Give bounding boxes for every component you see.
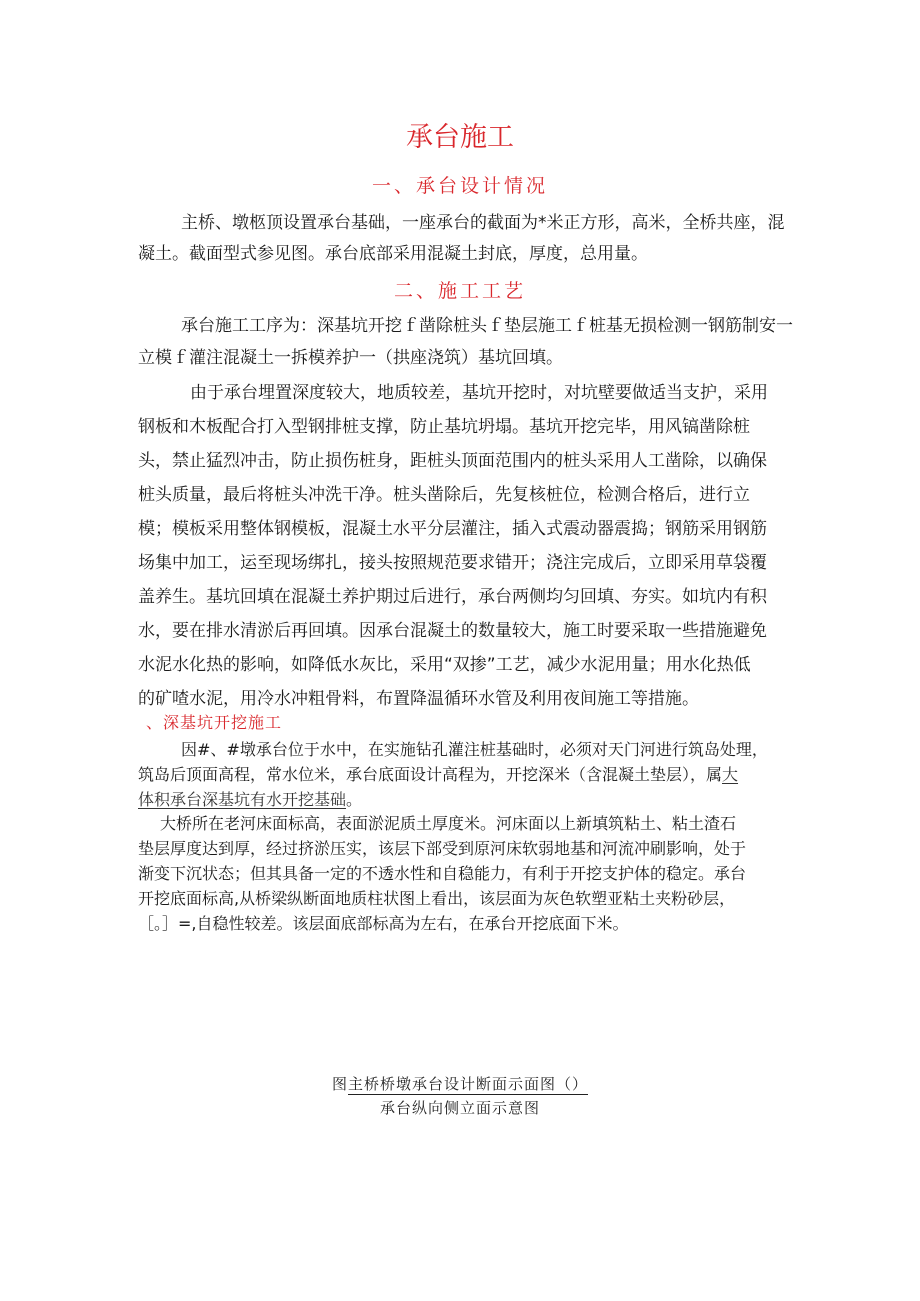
paragraph-line: 桩头质量，最后将桩头冲洗干净。桩头凿除后，先复核桩位，检测合格后，进行立 — [138, 485, 750, 505]
paragraph-line: 大桥所在老河床面标高，表面淤泥质土厚度米。河床面以上新填筑粘土、粘土渣石 — [160, 814, 737, 833]
paragraph-line: 水泥水化热的影响，如降低水灰比，采用“双掺”工艺，减少水泥用量；用水化热低 — [138, 655, 751, 675]
paragraph-line: 主桥、墩柩顶设置承台基础，一座承台的截面为*米正方形，高米，全桥共座，混 — [181, 213, 785, 233]
paragraph-line: 由于承台埋置深度较大，地质较差，基坑开挖时，对坑壁要做适当支护，采用 — [190, 383, 768, 403]
section-heading-1: 一、承台设计情况 — [371, 175, 548, 197]
line-text: 筑岛后顶面高程，常水位米，承台底面设计高程为，开挖深米（含混凝土垫层），属 — [138, 765, 723, 784]
caption-text: 主桥桥墩承台设计断面示面图（） — [348, 1075, 589, 1093]
caption-prefix: 图 — [331, 1075, 348, 1093]
page-title: 承台施工 — [406, 122, 514, 153]
line-text: 。 — [346, 790, 363, 809]
paragraph-line: 立模ｆ灌注混凝土一拆模养护一（拱座浇筑）基坑回填。 — [138, 348, 563, 368]
paragraph-line: 水，要在排水清淤后再回填。因承台混凝土的数量较大，施工时要采取一些措施避免 — [138, 621, 767, 641]
section-heading-2: 二、施工工艺 — [393, 280, 526, 302]
paragraph-line: 头，禁止猛烈冲击，防止损伤桩身，距桩头顶面范围内的桩头采用人工凿除，以确保 — [138, 451, 767, 471]
paragraph-line: 模；模板采用整体钢模板，混凝土水平分层灌注，插入式震动器震捣；钢筋采用钢筋 — [138, 519, 767, 539]
paragraph-line: 场集中加工，运至现场绑扎，接头按照规范要求错开；浇注完成后，立即采用草袋覆 — [138, 553, 767, 573]
paragraph-line — [138, 762, 738, 788]
paragraph-line: 垫层厚度达到厚，经过挤淤压实，该层下部受到原河床软弱地基和河流冲刷影响，处于 — [138, 839, 747, 858]
subsection-heading: 、深基坑开挖施工 — [146, 713, 283, 732]
paragraph-line: 渐变下沉状态；但其具备一定的不透水性和自稳能力，有利于开挖支护体的稳定。承台 — [138, 864, 747, 883]
paragraph-line: 因#、#墩承台位于水中，在实施钻孔灌注桩基础时，必须对天门河进行筑岛处理， — [181, 740, 768, 759]
paragraph-line — [138, 787, 362, 813]
underlined-text: 体积承台深基坑有水开挖基础 — [138, 790, 347, 809]
figure-caption-2: 承台纵向侧立面示意图 — [379, 1099, 540, 1117]
paragraph-line: 盖养生。基坑回填在混凝土养护期过后进行，承台两侧均匀回填、夯实。如坑内有积 — [138, 587, 767, 607]
paragraph-line: ［。］=,自稳性较差。该层面底部标高为左右，在承台开挖底面下米。 — [138, 914, 629, 933]
paragraph-line: 凝土。截面型式参见图。承台底部采用混凝土封底，厚度，总用量。 — [138, 244, 648, 264]
underlined-text: 大 — [722, 765, 739, 784]
paragraph-line: 承台施工工序为：深基坑开挖ｆ凿除桩头ｆ垫层施工ｆ桩基无损检测一钢筋制安一 — [181, 316, 793, 336]
paragraph-line: 开挖底面标高,从桥梁纵断面地质柱状图上看出，该层面为灰色软塑亚粘土夹粉砂层， — [138, 889, 736, 908]
paragraph-line: 的矿喳水泥，用冷水冲粗骨料，布置降温循环水管及利用夜间施工等措施。 — [138, 689, 699, 709]
figure-caption-1 — [0, 1072, 920, 1096]
paragraph-line: 钢板和木板配合打入型钢排桩支撑，防止基坑坍塌。基坑开挖完毕，用风镐凿除桩 — [138, 417, 750, 437]
